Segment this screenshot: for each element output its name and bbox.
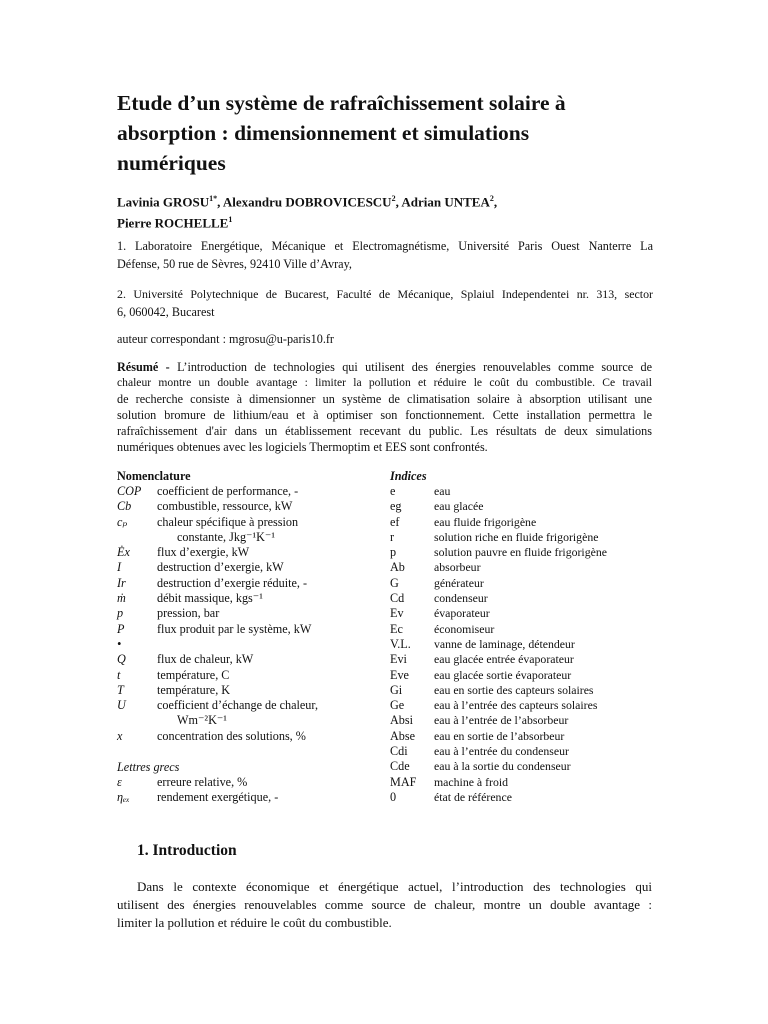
glossary-definition: flux de chaleur, kW [157,652,254,667]
glossary-symbol: Absi [390,713,414,728]
paragraph-line: utilisent des énergies renouvelables comme source de chaleur, montre un double avantage : [117,897,652,912]
author-name: Pierre ROCHELLE [117,215,229,231]
indices-section [390,468,650,805]
paragraph-line: limiter la pollution et réduire le coût du combustible. [117,915,392,930]
glossary-row [390,698,650,713]
glossary-definition: erreure relative, % [157,775,248,790]
glossary-definition: eau glacée entrée évaporateur [434,652,574,667]
glossary-row [390,515,650,530]
glossary-definition: condenseur [434,591,488,606]
abstract-text: L’introduction de technologies qui utilisent des énergies renouvelables comme source de [169,360,652,374]
nomenclature-heading: Nomenclature [117,469,191,483]
glossary-symbol: Ėx [117,545,130,560]
glossary-row [117,637,387,652]
author-name: Lavinia GROSU [117,194,210,210]
glossary-row [117,545,387,560]
glossary-symbol: I [117,560,122,575]
glossary-definition [157,637,387,652]
glossary-row [117,652,387,667]
glossary-row [390,530,650,545]
glossary-row [390,622,650,637]
glossary-symbol: P [117,621,125,636]
glossary-row [117,606,387,621]
glossary-row [117,713,387,728]
abstract-line [117,359,652,375]
affiliation-line: 6, 060042, Bucarest [117,304,215,319]
glossary-definition: flux d’exergie, kW [157,545,250,560]
author-affiliation-mark: 2 [489,194,494,203]
glossary-symbol: t [117,667,121,682]
glossary-definition: destruction d’exergie, kW [157,560,284,575]
glossary-row [390,713,650,728]
glossary-definition: eau en sortie des capteurs solaires [434,682,594,697]
glossary-definition: économiseur [434,621,495,636]
title-line: absorption : dimensionnement et simulations [117,121,530,145]
glossary-row [117,484,387,499]
glossary-symbol: p [117,606,124,621]
glossary-definition: vanne de laminage, détendeur [434,636,575,651]
glossary-row [117,622,387,637]
author-affiliation-mark: 1* [209,194,218,203]
glossary-symbol: 0 [390,789,397,804]
glossary-definition: débit massique, kgs⁻¹ [157,591,263,606]
glossary-definition: pression, bar [157,606,220,621]
glossary-definition: chaleur spécifique à pression [157,514,299,529]
glossary-row [117,729,387,744]
glossary-symbol: Ab [390,560,405,575]
section-heading-introduction: 1. Introduction [137,842,237,859]
greek-letters-heading: Lettres grecs [117,760,180,775]
indices-list [390,484,650,805]
glossary-symbol: Ge [390,698,405,713]
nomenclature-section [117,468,387,806]
glossary-symbol: U [117,698,126,713]
glossary-row [117,530,387,545]
glossary-symbol: ε [117,775,122,790]
glossary-symbol: Eve [390,667,409,682]
glossary-symbol: • [117,636,122,651]
greek-letters-list [117,775,387,806]
glossary-symbol: V.L. [390,636,411,651]
title-line: numériques [117,151,226,175]
abstract-line: solution bromure de lithium/eau et à optimiser son fonctionnement. Cette installation permettra le [117,408,652,422]
glossary-symbol: MAF [390,774,417,789]
glossary-row [390,775,650,790]
glossary-row [117,683,387,698]
glossary-symbol: ef [390,514,400,529]
glossary-definition: concentration des solutions, % [157,728,306,743]
glossary-row [390,591,650,606]
glossary-row [390,560,650,575]
glossary-symbol: Q [117,652,126,667]
glossary-symbol: COP [117,484,142,498]
nomenclature-list [117,484,387,744]
author-affiliation-mark: 1 [228,215,233,225]
abstract-label: Résumé - [117,360,170,374]
glossary-definition: eau à la sortie du condenseur [434,759,571,774]
glossary-definition: eau [434,484,451,498]
glossary-definition: solution riche en fluide frigorigène [434,529,599,544]
glossary-symbol [117,713,157,728]
glossary-symbol: Ir [117,575,126,590]
glossary-symbol: ηₑₓ [117,790,130,805]
glossary-definition: rendement exergétique, - [157,790,279,805]
glossary-row [117,499,387,514]
glossary-row [117,560,387,575]
glossary-definition: solution pauvre en fluide frigorigène [434,545,607,560]
author-separator: , [217,194,223,210]
glossary-definition: combustible, ressource, kW [157,499,293,514]
author-list [117,190,677,233]
author-separator: , [493,194,498,210]
glossary-row [390,668,650,683]
author-separator: , [395,194,402,210]
glossary-row [390,729,650,744]
glossary-symbol: eg [390,499,402,514]
glossary-row [390,683,650,698]
glossary-row [117,668,387,683]
abstract [117,359,652,455]
glossary-definition: flux produit par le système, kW [157,621,312,636]
glossary-definition: eau à l’entrée du condenseur [434,744,569,759]
affiliation-line: 2. Université Polytechnique de Bucarest, Faculté de Mécanique, Splaiul Independentei nr. 313, sector [117,287,653,301]
glossary-row [390,652,650,667]
glossary-definition: destruction d’exergie réduite, - [157,575,308,590]
glossary-row [390,576,650,591]
glossary-row [117,698,387,713]
glossary-definition: état de référence [434,789,512,804]
affiliation-1 [117,238,653,273]
abstract-line: rafraîchissement d'air dans un établissement recevant du public. Les résultats de deux simulations [117,424,652,438]
author-line [117,211,677,232]
corresponding-author-email: auteur correspondant : mgrosu@u-paris10.fr [117,332,334,346]
affiliation-2 [117,286,653,321]
abstract-line: de recherche consiste à dimensionner un système de climatisation solaire à absorption utilisant une [117,392,652,406]
glossary-symbol: Cd [390,591,405,606]
glossary-definition: coefficient de performance, - [157,484,299,498]
glossary-symbol: ṁ [117,591,126,606]
glossary-definition: eau en sortie de l’absorbeur [434,728,565,743]
author-affiliation-mark: 2 [391,194,396,203]
glossary-definition: eau à l’entrée des capteurs solaires [434,698,598,713]
glossary-definition: évaporateur [434,606,490,621]
glossary-definition: eau glacée sortie évaporateur [434,667,572,682]
glossary-symbol: Ec [390,621,403,636]
abstract-line: chaleur montre un double avantage : limiter la pollution et réduire le coût du combustible. Ce travail [117,376,652,389]
paragraph-line: Dans le contexte économique et énergétique actuel, l’introduction des technologies qui [137,879,652,894]
glossary-row [390,790,650,805]
glossary-symbol [117,530,157,545]
glossary-definition: constante, Jkg⁻¹K⁻¹ [177,529,276,544]
glossary-row [117,515,387,530]
glossary-row [117,775,387,790]
title-line: Etude d’un système de rafraîchissement solaire à [117,91,566,115]
glossary-definition: eau fluide frigorigène [434,514,537,529]
glossary-definition: absorbeur [434,560,481,575]
author-line [117,190,677,211]
glossary-definition: coefficient d’échange de chaleur, [157,698,319,713]
author-name: Alexandru DOBROVICESCU [222,194,392,210]
glossary-symbol: p [390,545,397,560]
affiliation-line: Défense, 50 rue de Sèvres, 92410 Ville d’Avray, [117,256,352,271]
glossary-symbol: Ev [390,606,404,621]
glossary-symbol: e [390,484,396,498]
glossary-row [390,545,650,560]
introduction-paragraph [117,878,652,932]
glossary-row [390,606,650,621]
glossary-row [390,744,650,759]
glossary-row [117,790,387,805]
glossary-definition: Wm⁻²K⁻¹ [177,713,227,728]
glossary-symbol: Cde [390,759,410,774]
paper-title [117,88,677,178]
glossary-definition: eau glacée [434,499,484,514]
glossary-row [117,576,387,591]
glossary-symbol: cₚ [117,514,128,529]
glossary-symbol: Cdi [390,744,408,759]
glossary-definition: température, C [157,667,230,682]
glossary-symbol: Cb [117,499,132,514]
glossary-definition: générateur [434,575,484,590]
abstract-line: numériques obtenues avec les logiciels Thermoptim et EES sont confrontés. [117,440,488,454]
glossary-row [390,759,650,774]
glossary-symbol: G [390,575,399,590]
glossary-row [390,499,650,514]
glossary-symbol: Abse [390,728,416,743]
glossary-symbol: T [117,682,124,697]
glossary-definition: machine à froid [434,774,509,789]
glossary-definition: température, K [157,682,231,697]
indices-heading: Indices [390,469,427,483]
glossary-symbol: x [117,728,123,743]
glossary-row [390,637,650,652]
glossary-symbol: r [390,529,395,544]
glossary-definition: eau à l’entrée de l’absorbeur [434,713,569,728]
glossary-symbol: Evi [390,652,407,667]
affiliation-line: 1. Laboratoire Energétique, Mécanique et Electromagnétisme, Université Paris Ouest Nanterre La [117,239,653,253]
glossary-symbol: Gi [390,682,403,697]
glossary-row [390,484,650,499]
author-name: Adrian UNTEA [401,194,490,210]
glossary-row [117,591,387,606]
